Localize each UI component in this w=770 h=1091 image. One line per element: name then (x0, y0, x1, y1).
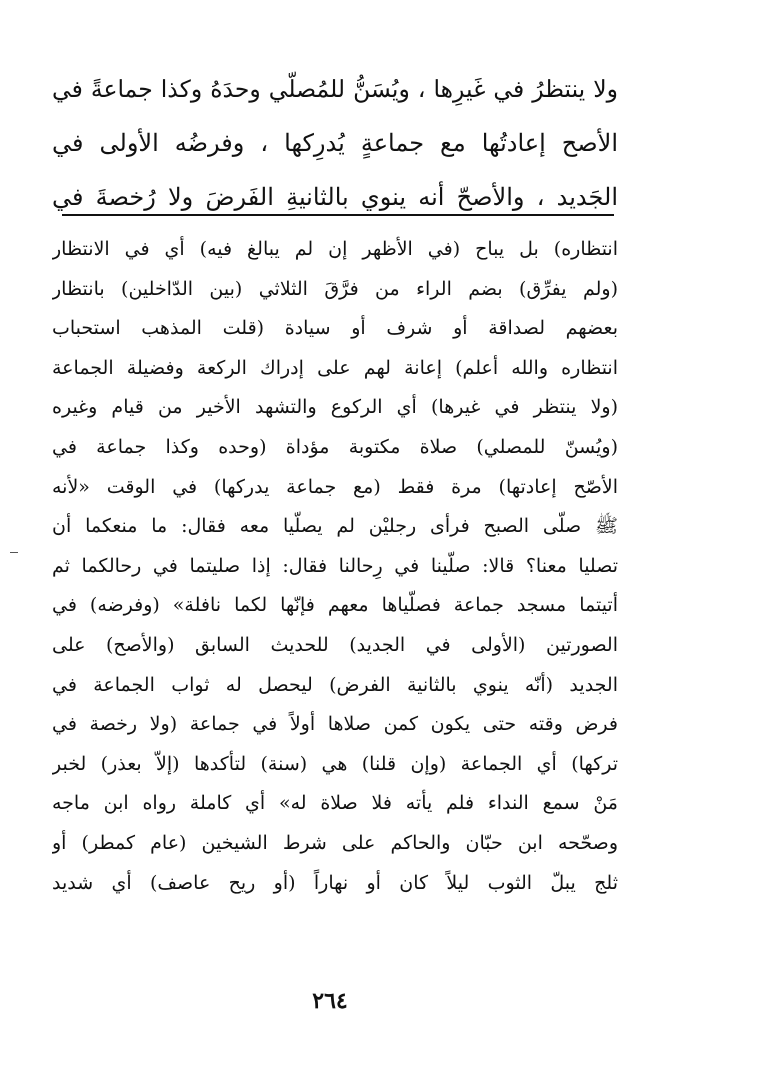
commentary-line: ثلج يبلّ الثوب ليلاً كان أو نهاراً (أو ريح عاصف) أي شديد (52, 871, 618, 894)
main-text-line: الجَديد ، والأصحّ أنه ينوي بالثانيةِ الفَرضَ ولا رُخصةَ في (52, 183, 618, 211)
commentary-line: وصحّحه ابن حبّان والحاكم على شرط الشيخين (عام كمطر) أو (52, 831, 618, 854)
margin-mark (10, 552, 18, 553)
commentary-line: تركها) أي الجماعة (وإن قلنا) هي (سنة) لتأكدها (إلاّ بعذر) لخبر (52, 752, 618, 775)
commentary-line: ﷺ صلّى الصبح فرأى رجليْن لم يصلّيا معه فقال: ما منعكما أن (52, 515, 618, 538)
commentary-line: (ولم يفرِّق) بضم الراء من فرَّقَ الثلاثي (بين الدّاخلين) بانتظار (52, 277, 618, 300)
main-text-line: الأصح إعادتُها مع جماعةٍ يُدرِكها ، وفرضُه الأولى في (52, 129, 618, 157)
commentary-line: تصليا معنا؟ قالا: صلّينا في رِحالنا فقال: إذا صليتما في رحالكما ثم (52, 554, 618, 577)
commentary-line: بعضهم لصداقة أو شرف أو سيادة (قلت المذهب استحباب (52, 317, 618, 340)
main-text-line: ولا ينتظرُ في غَيرِها ، ويُسَنُّ للمُصلّي وحدَهُ وكذا جماعةً في (52, 75, 618, 103)
commentary-line: مَنْ سمع النداء فلم يأته فلا صلاة له» أي كاملة رواه ابن ماجه (52, 792, 618, 815)
main-text-block (52, 62, 618, 224)
commentary-line: انتظاره) بل يباح (في الأظهر إن لم يبالغ فيه) أي في الانتظار (52, 238, 618, 260)
commentary-line: (ولا ينتظر في غيرها) أي الركوع والتشهد الأخير من قيام وغيره (52, 396, 618, 419)
commentary-line: انتظاره والله أعلم) إعانة لهم على إدراك الركعة وفضيلة الجماعة (52, 356, 618, 379)
commentary-line: الأصّح إعادتها) مرة فقط (مع جماعة يدركها) في الوقت «لأنه (52, 475, 618, 498)
commentary-line: أتيتما مسجد جماعة فصلّياها معهم فإنّها لكما نافلة» (وفرضه) في (52, 594, 618, 617)
commentary-line: الصورتين (الأولى في الجديد) للحديث السابق (والأصح) على (52, 633, 618, 656)
commentary-line: الجديد (أنّه ينوي بالثانية الفرض) ليحصل له ثواب الجماعة في (52, 673, 618, 696)
commentary-line: (ويُسنّ للمصلي) صلاة مكتوبة مؤداة (وحده وكذا جماعة في (52, 435, 618, 458)
section-divider (62, 214, 614, 216)
page-number: ٢٦٤ (312, 988, 348, 1014)
commentary-line: فرض وقته حتى يكون كمن صلاها أولاً في جماعة (ولا رخصة في (52, 713, 618, 736)
commentary-text-block (52, 230, 618, 903)
